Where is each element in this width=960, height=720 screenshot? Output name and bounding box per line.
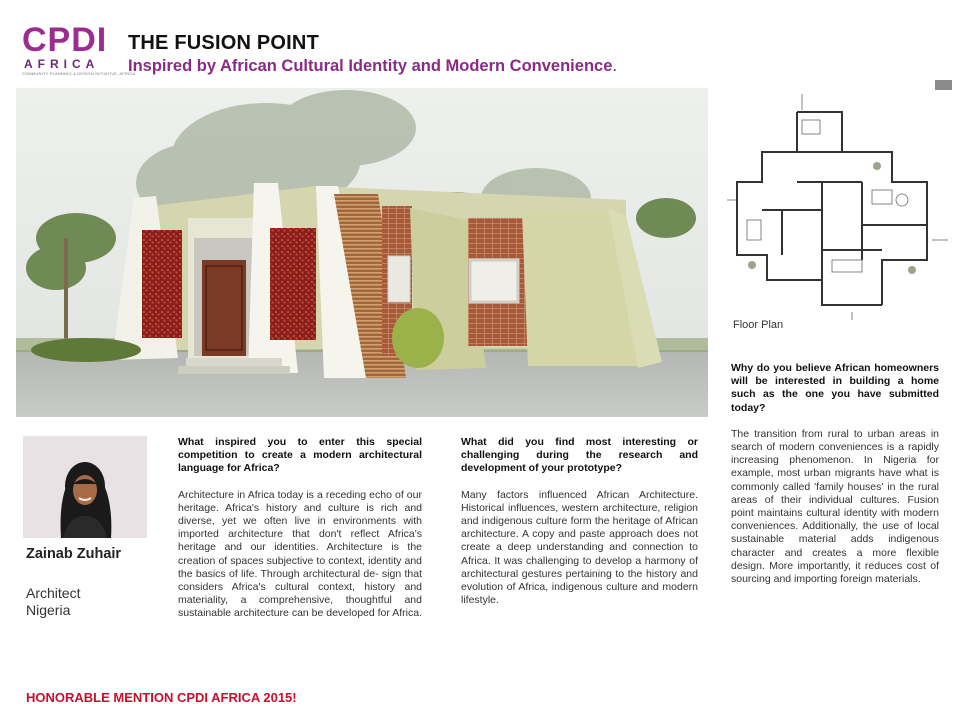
qa-block-challenges bbox=[461, 436, 698, 607]
question-text: What did you find most interesting or challenging during the research and development of your prototype? bbox=[461, 436, 698, 475]
architect-details bbox=[26, 585, 80, 619]
logo-tagline: COMMUNITY PLANNING & DESIGN INITIATIVE, AFRICA bbox=[22, 71, 136, 76]
answer-text: Architecture in Africa today is a receding echo of our heritage. Africa's history and culture is rich and diverse, yet we often live in environments with imported architecture that don't reflect Africa's heritage and our identities. Architecture is the creation of spaces subjective to context, identity and the basics of life. Through architectural de- sign that considers Africa's cultural context, history and materiality, a comprehensive, thoughtful and sustainable architecture can be developed for Africa. bbox=[178, 488, 422, 620]
floor-plan-image bbox=[722, 90, 952, 320]
architect-portrait bbox=[23, 436, 147, 538]
answer-text: Many factors influenced African Architecture. Historical influences, western architecture, religion and indigenous culture form the heritage of African architecture. A copy and paste approach does not create a deep understanding and connection to Africa. It was challenging to develop a harmony of architectural gestures pertaining to the history and evolution of Africa, indigenous culture and modern lifestyle. bbox=[461, 488, 698, 607]
answer-text: The transition from rural to urban areas in search of modern conveniences is a rapidly increasing phenomenon. In Nigeria for example, most urban migrants have what is commonly called 'family houses' in the rural areas of their individual cultures. Fusion point maintains cultural identity with modern conveniences. Additionally, the use of local sustainable material adds indigenous character and creates a more flexible design. More importantly, it reduces cost of sourcing and importing foreign materials. bbox=[731, 427, 939, 586]
qa-block-inspiration bbox=[178, 436, 422, 621]
logo-subtitle: AFRICA bbox=[24, 57, 100, 71]
floor-plan-label: Floor Plan bbox=[733, 319, 784, 331]
subtitle-period: . bbox=[612, 57, 617, 75]
logo-wordmark: CPDI bbox=[22, 21, 108, 59]
question-text: Why do you believe African homeowners will be interested in building a home such as the one you have submitted today? bbox=[731, 362, 939, 414]
page-title: THE FUSION POINT bbox=[128, 32, 319, 54]
question-text: What inspired you to enter this special competition to create a modern architectural language for Africa? bbox=[178, 436, 422, 475]
architect-country: Nigeria bbox=[26, 602, 71, 618]
cpdi-africa-logo bbox=[20, 21, 136, 77]
qa-block-homeowners bbox=[731, 362, 939, 586]
subtitle-text: Inspired by African Cultural Identity and Modern Convenience bbox=[128, 57, 613, 75]
honorable-mention-footer: HONORABLE MENTION CPDI AFRICA 2015! bbox=[26, 690, 297, 705]
house-rendering-image bbox=[16, 88, 708, 417]
architect-name: Zainab Zuhair bbox=[26, 546, 122, 562]
page-subtitle bbox=[128, 57, 617, 76]
architect-role: Architect bbox=[26, 585, 81, 601]
